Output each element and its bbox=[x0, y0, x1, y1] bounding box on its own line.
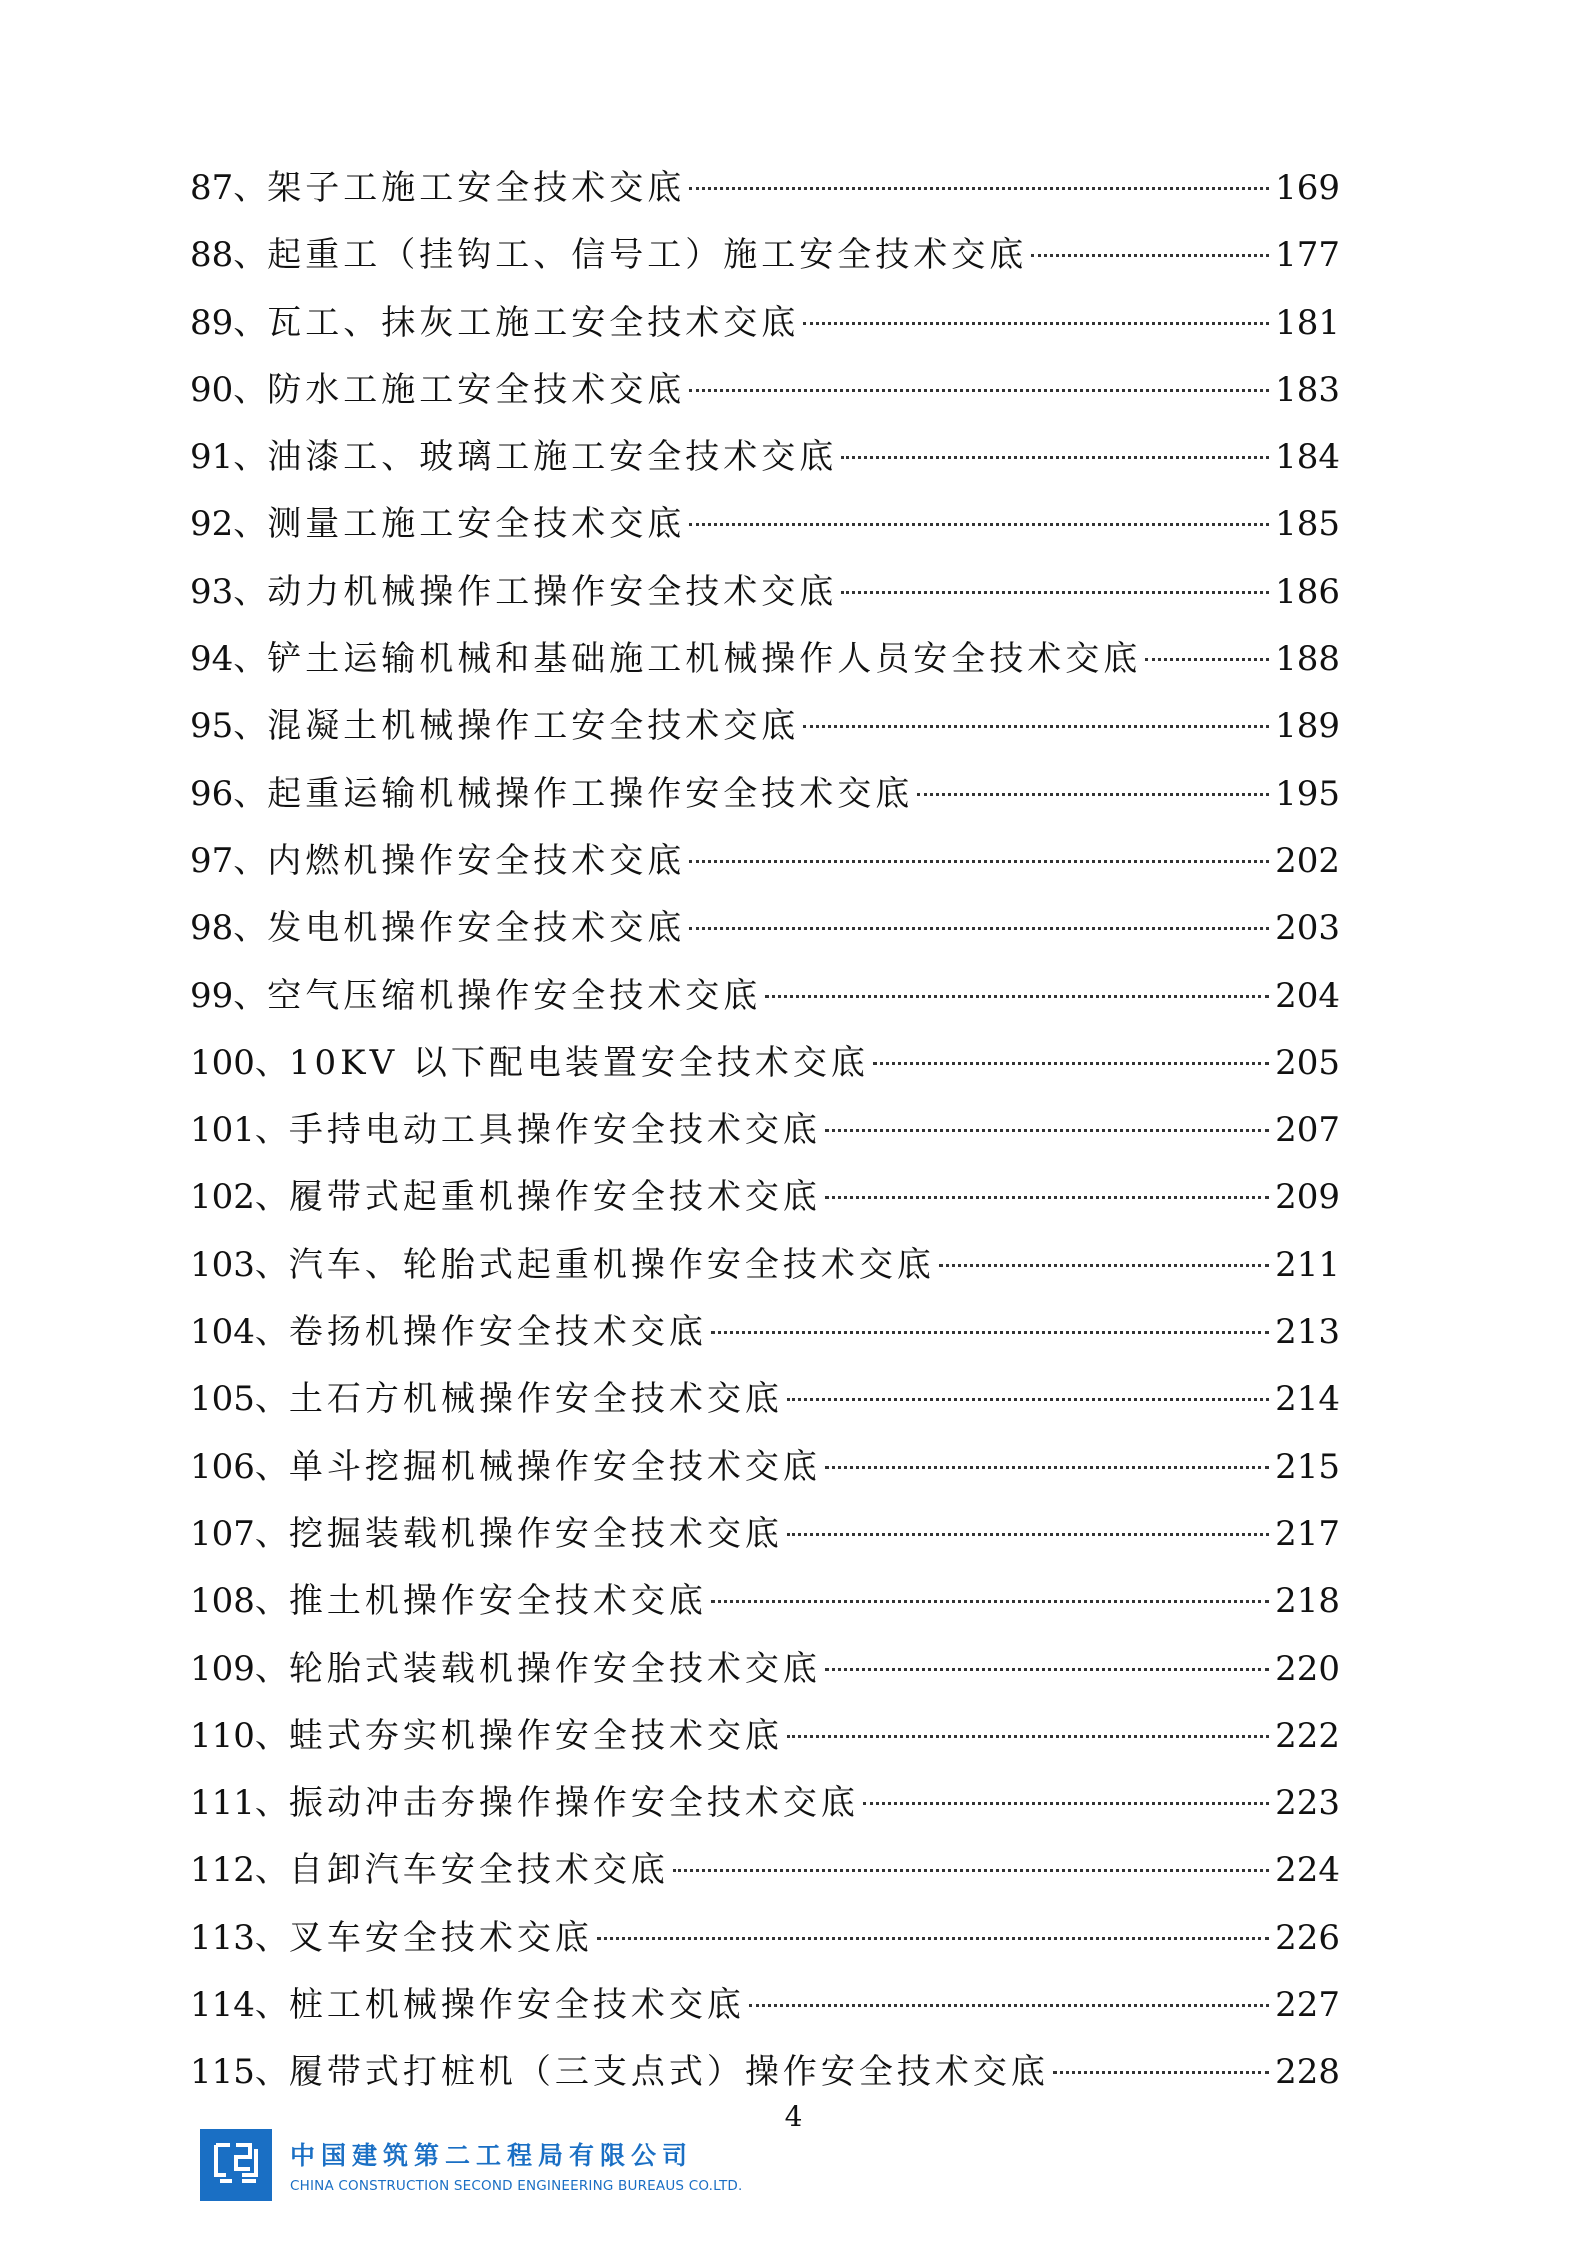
toc-leader-dots bbox=[1053, 2071, 1269, 2074]
toc-entry-title: 手持电动工具操作安全技术交底 bbox=[288, 1110, 821, 1151]
toc-leader-dots bbox=[787, 1533, 1269, 1536]
company-name-cn: 中国建筑第二工程局有限公司 bbox=[290, 2141, 694, 2170]
toc-leader-dots bbox=[689, 523, 1269, 526]
toc-entry-number: 91、 bbox=[190, 437, 268, 478]
toc-entry[interactable] bbox=[190, 227, 1340, 294]
toc-entry[interactable] bbox=[190, 1035, 1340, 1102]
toc-entry-number: 110、 bbox=[190, 1715, 289, 1756]
toc-entry[interactable] bbox=[190, 766, 1340, 833]
toc-entry-number: 101、 bbox=[190, 1110, 289, 1151]
toc-entry-number: 90、 bbox=[190, 369, 268, 410]
toc-entry-title: 瓦工、抹灰工施工安全技术交底 bbox=[267, 302, 800, 343]
cscec-logo-icon bbox=[200, 2129, 272, 2201]
toc-leader-dots bbox=[1031, 254, 1269, 257]
toc-leader-dots bbox=[873, 1062, 1269, 1065]
toc-entry-title: 测量工施工安全技术交底 bbox=[267, 504, 686, 545]
toc-entry[interactable] bbox=[190, 1708, 1340, 1775]
toc-entry[interactable] bbox=[190, 833, 1340, 900]
toc-entry-title: 推土机操作安全技术交底 bbox=[288, 1581, 707, 1622]
toc-entry-page: 214 bbox=[1275, 1379, 1340, 1420]
toc-entry-title: 架子工施工安全技术交底 bbox=[267, 168, 686, 208]
toc-entry-page: 224 bbox=[1275, 1850, 1340, 1891]
toc-entry-number: 98、 bbox=[190, 908, 268, 949]
toc-entry[interactable] bbox=[190, 429, 1340, 496]
toc-leader-dots bbox=[863, 1802, 1269, 1805]
toc-entry-page: 205 bbox=[1275, 1042, 1340, 1083]
toc-entry[interactable] bbox=[190, 968, 1340, 1035]
toc-entry-page: 217 bbox=[1275, 1513, 1340, 1554]
toc-entry-title: 混凝土机械操作工安全技术交底 bbox=[267, 706, 800, 747]
toc-entry-title: 油漆工、玻璃工施工安全技术交底 bbox=[267, 437, 838, 478]
toc-entry-number: 95、 bbox=[190, 706, 268, 747]
toc-leader-dots bbox=[787, 1398, 1269, 1401]
toc-entry[interactable] bbox=[190, 1775, 1340, 1842]
toc-entry-page: 181 bbox=[1275, 302, 1340, 343]
toc-entry-number: 114、 bbox=[190, 1985, 289, 2026]
toc-entry-page: 213 bbox=[1275, 1312, 1340, 1353]
toc-entry-title: 10KV 以下配电装置安全技术交底 bbox=[288, 1042, 869, 1083]
toc-entry-title: 自卸汽车安全技术交底 bbox=[288, 1850, 669, 1891]
toc-entry-number: 89、 bbox=[190, 302, 268, 343]
toc-entry-page: 185 bbox=[1275, 504, 1340, 545]
toc-leader-dots bbox=[711, 1331, 1269, 1334]
company-name bbox=[290, 2136, 742, 2194]
toc-entry[interactable] bbox=[190, 1842, 1340, 1909]
toc-entry-page: 220 bbox=[1275, 1648, 1340, 1689]
toc-entry-page: 226 bbox=[1275, 1917, 1340, 1958]
toc-entry-number: 113、 bbox=[190, 1917, 289, 1958]
toc-leader-dots bbox=[825, 1129, 1269, 1132]
toc-entry-title: 铲土运输机械和基础施工机械操作人员安全技术交底 bbox=[267, 639, 1142, 680]
toc-leader-dots bbox=[787, 1735, 1269, 1738]
footer bbox=[200, 2125, 742, 2205]
toc-entry-number: 109、 bbox=[190, 1648, 289, 1689]
toc-entry-title: 振动冲击夯操作操作安全技术交底 bbox=[288, 1783, 859, 1824]
toc-leader-dots bbox=[689, 389, 1269, 392]
toc-entry[interactable] bbox=[190, 698, 1340, 765]
table-of-contents bbox=[190, 160, 1340, 2112]
toc-leader-dots bbox=[765, 995, 1269, 998]
toc-entry-number: 103、 bbox=[190, 1244, 289, 1285]
toc-entry-title: 起重运输机械操作工操作安全技术交底 bbox=[267, 773, 914, 814]
toc-leader-dots bbox=[689, 187, 1269, 190]
toc-entry-title: 卷扬机操作安全技术交底 bbox=[288, 1312, 707, 1353]
toc-entry-title: 起重工（挂钩工、信号工）施工安全技术交底 bbox=[267, 235, 1028, 276]
toc-entry-title: 土石方机械操作安全技术交底 bbox=[288, 1379, 783, 1420]
toc-entry-page: 195 bbox=[1275, 773, 1340, 814]
toc-leader-dots bbox=[1145, 658, 1269, 661]
toc-leader-dots bbox=[825, 1196, 1269, 1199]
toc-entry-number: 102、 bbox=[190, 1177, 289, 1218]
toc-entry-page: 183 bbox=[1275, 369, 1340, 410]
toc-entry-number: 106、 bbox=[190, 1446, 289, 1487]
toc-leader-dots bbox=[825, 1466, 1269, 1469]
toc-entry[interactable] bbox=[190, 1371, 1340, 1438]
toc-leader-dots bbox=[939, 1264, 1269, 1267]
toc-leader-dots bbox=[917, 793, 1269, 796]
toc-entry-title: 汽车、轮胎式起重机操作安全技术交底 bbox=[288, 1244, 935, 1285]
toc-entry-number: 115、 bbox=[190, 2052, 289, 2093]
toc-entry-title: 内燃机操作安全技术交底 bbox=[267, 840, 686, 881]
toc-entry-page: 222 bbox=[1275, 1715, 1340, 1756]
toc-entry-title: 防水工施工安全技术交底 bbox=[267, 369, 686, 410]
toc-entry[interactable] bbox=[190, 1169, 1340, 1236]
toc-entry[interactable] bbox=[190, 160, 1340, 227]
toc-entry[interactable] bbox=[190, 1641, 1340, 1708]
toc-entry[interactable] bbox=[190, 1102, 1340, 1169]
toc-entry-page: 186 bbox=[1275, 571, 1340, 612]
toc-entry[interactable] bbox=[190, 1439, 1340, 1506]
toc-entry-title: 挖掘装载机操作安全技术交底 bbox=[288, 1513, 783, 1554]
toc-entry[interactable] bbox=[190, 1573, 1340, 1640]
toc-entry-number: 94、 bbox=[190, 639, 268, 680]
toc-leader-dots bbox=[841, 591, 1269, 594]
toc-entry-number: 112、 bbox=[190, 1850, 289, 1891]
toc-entry-page: 223 bbox=[1275, 1783, 1340, 1824]
toc-entry-page: 218 bbox=[1275, 1581, 1340, 1622]
toc-entry-page: 209 bbox=[1275, 1177, 1340, 1218]
toc-entry-number: 105、 bbox=[190, 1379, 289, 1420]
toc-leader-dots bbox=[711, 1600, 1269, 1603]
toc-leader-dots bbox=[803, 322, 1269, 325]
toc-entry-title: 履带式打桩机（三支点式）操作安全技术交底 bbox=[288, 2052, 1049, 2093]
toc-entry-page: 207 bbox=[1275, 1110, 1340, 1151]
toc-entry-title: 桩工机械操作安全技术交底 bbox=[288, 1985, 745, 2026]
toc-leader-dots bbox=[597, 1937, 1269, 1940]
toc-entry[interactable] bbox=[190, 362, 1340, 429]
toc-entry-number: 104、 bbox=[190, 1312, 289, 1353]
toc-entry-title: 履带式起重机操作安全技术交底 bbox=[288, 1177, 821, 1218]
toc-entry-title: 空气压缩机操作安全技术交底 bbox=[267, 975, 762, 1016]
toc-entry-number: 100、 bbox=[190, 1042, 289, 1083]
toc-entry-page: 177 bbox=[1275, 235, 1340, 276]
toc-entry-number: 108、 bbox=[190, 1581, 289, 1622]
toc-entry-title: 轮胎式装载机操作安全技术交底 bbox=[288, 1648, 821, 1689]
toc-leader-dots bbox=[673, 1869, 1269, 1872]
toc-entry-title: 蛙式夯实机操作安全技术交底 bbox=[288, 1715, 783, 1756]
toc-leader-dots bbox=[825, 1668, 1269, 1671]
toc-entry-page: 169 bbox=[1275, 168, 1340, 208]
toc-entry[interactable] bbox=[190, 1304, 1340, 1371]
toc-leader-dots bbox=[803, 725, 1269, 728]
toc-entry-title: 发电机操作安全技术交底 bbox=[267, 908, 686, 949]
toc-entry[interactable] bbox=[190, 900, 1340, 967]
toc-leader-dots bbox=[689, 927, 1269, 930]
toc-entry[interactable] bbox=[190, 631, 1340, 698]
toc-leader-dots bbox=[689, 860, 1269, 863]
toc-entry-page: 189 bbox=[1275, 706, 1340, 747]
toc-entry-page: 211 bbox=[1275, 1244, 1340, 1285]
toc-entry[interactable] bbox=[190, 1506, 1340, 1573]
toc-entry-page: 188 bbox=[1275, 639, 1340, 680]
page-number: 4 bbox=[784, 2100, 803, 2133]
toc-entry-page: 227 bbox=[1275, 1985, 1340, 2026]
toc-entry-number: 88、 bbox=[190, 235, 268, 276]
toc-entry-number: 92、 bbox=[190, 504, 268, 545]
company-name-en: CHINA CONSTRUCTION SECOND ENGINEERING BUREAUS CO.LTD. bbox=[290, 2178, 743, 2194]
toc-entry-number: 97、 bbox=[190, 840, 268, 881]
toc-leader-dots bbox=[841, 456, 1269, 459]
toc-entry-number: 96、 bbox=[190, 773, 268, 814]
toc-entry-page: 228 bbox=[1275, 2052, 1340, 2093]
toc-entry[interactable] bbox=[190, 564, 1340, 631]
toc-entry-title: 单斗挖掘机械操作安全技术交底 bbox=[288, 1446, 821, 1487]
toc-entry-page: 202 bbox=[1275, 840, 1340, 881]
toc-entry[interactable] bbox=[190, 496, 1340, 563]
toc-entry-page: 184 bbox=[1275, 437, 1340, 478]
toc-entry[interactable] bbox=[190, 1237, 1340, 1304]
toc-entry-number: 99、 bbox=[190, 975, 268, 1016]
toc-entry-page: 204 bbox=[1275, 975, 1340, 1016]
toc-entry-number: 87、 bbox=[190, 168, 268, 208]
toc-entry[interactable] bbox=[190, 1977, 1340, 2044]
toc-entry-page: 215 bbox=[1275, 1446, 1340, 1487]
toc-leader-dots bbox=[749, 2004, 1269, 2007]
toc-entry-title: 叉车安全技术交底 bbox=[288, 1917, 593, 1958]
toc-entry[interactable] bbox=[190, 1910, 1340, 1977]
toc-entry[interactable] bbox=[190, 295, 1340, 362]
toc-entry-title: 动力机械操作工操作安全技术交底 bbox=[267, 571, 838, 612]
toc-entry-number: 111、 bbox=[190, 1783, 289, 1824]
toc-entry-number: 107、 bbox=[190, 1513, 289, 1554]
toc-entry-number: 93、 bbox=[190, 571, 268, 612]
toc-entry-page: 203 bbox=[1275, 908, 1340, 949]
